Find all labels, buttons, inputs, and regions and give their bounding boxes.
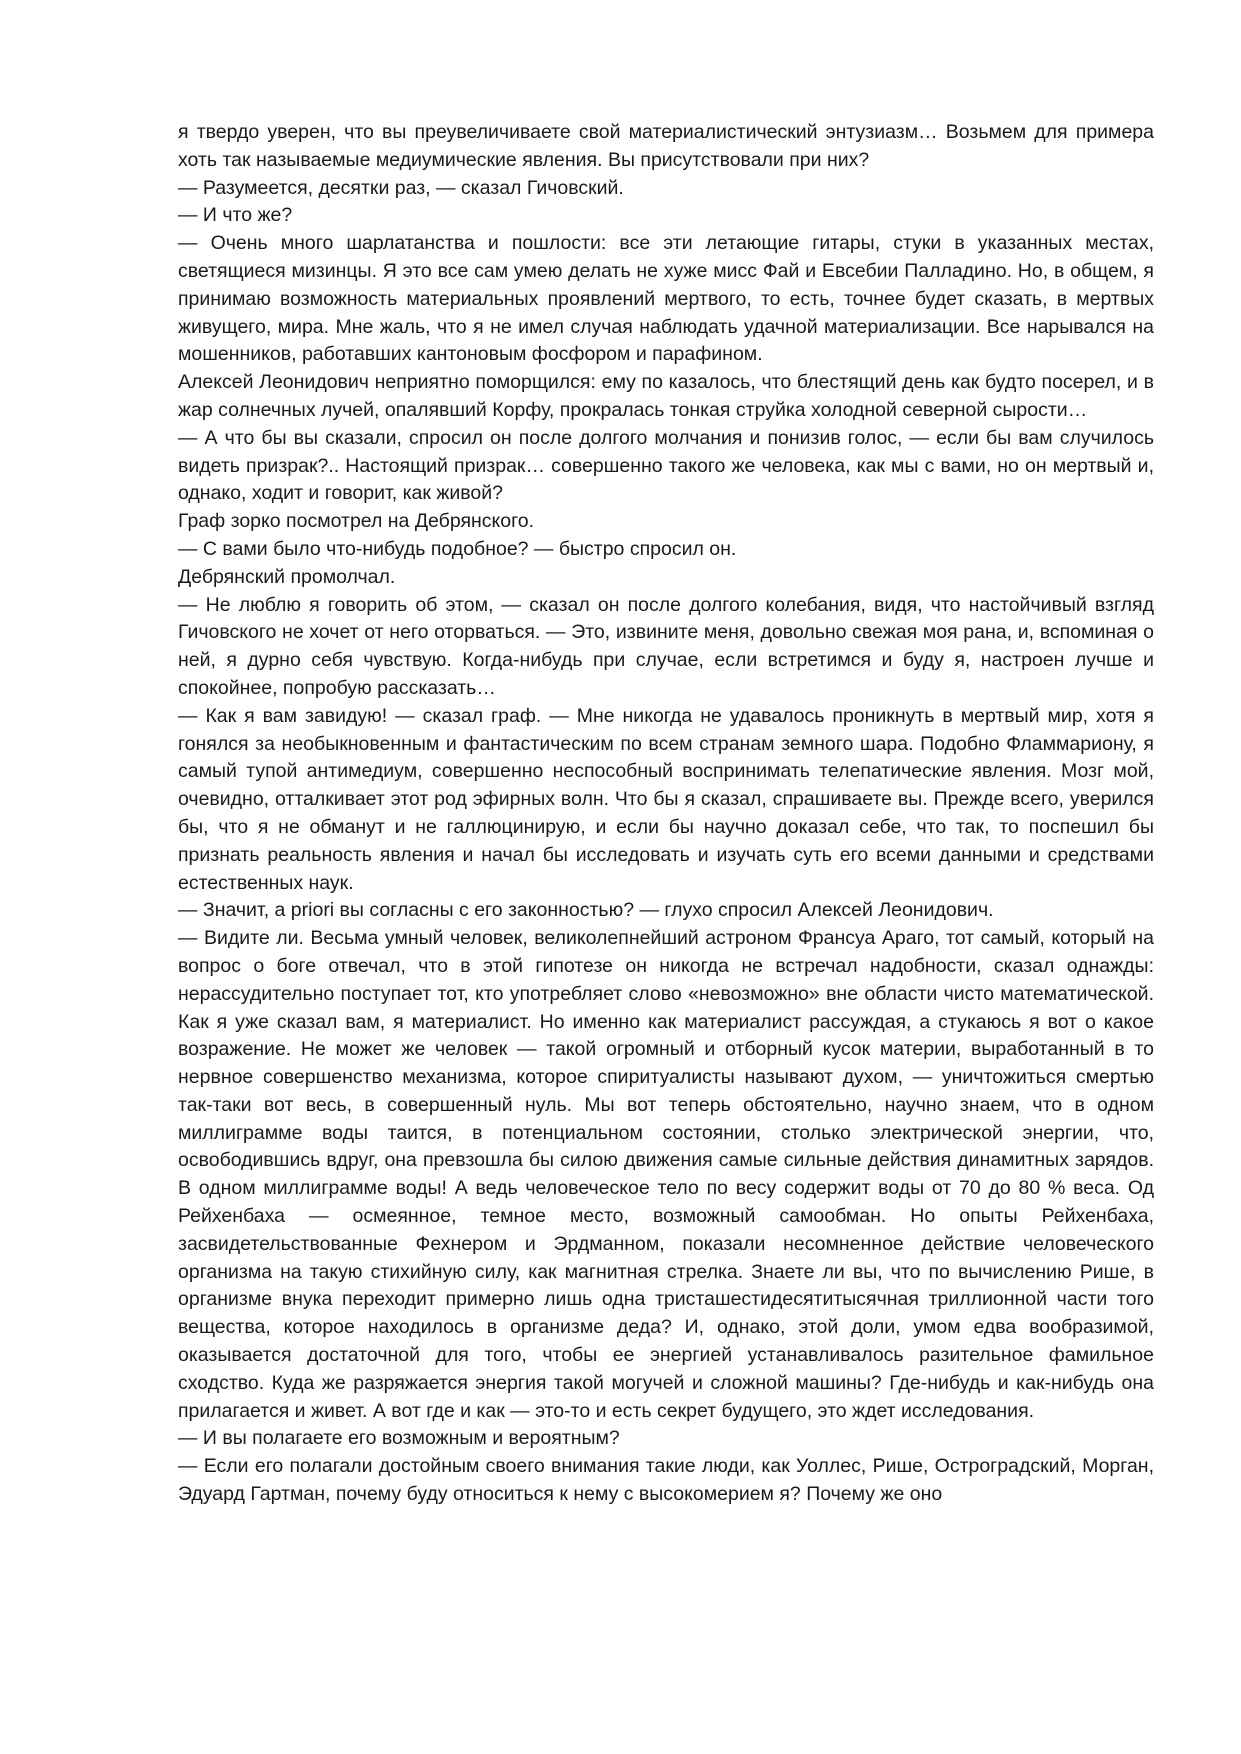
paragraph-9: Дебрянский промолчал. — [178, 565, 396, 588]
paragraph-13: — Видите ли. Весьма умный человек, великолепнейший астроном Франсуа Араго, тот самый, который на вопрос о боге отвечал, что в этой гипотезе он никогда не встречал надобности, сказал однажды: нерассудительно поступает тот, кто употребляет слово «невозможно» вне области чисто математической. Как я уже сказал вам, я материалист. Но именно как материалист рассуждая, а стукаюсь я вот о какое возражение. Не может же человек — такой огромный и отборный кусок материи, выработанный в то нервное совершенство механизма, которое спиритуалисты называют духом, — уничтожиться смертью так-таки вот весь, в совершенный нуль. Мы вот теперь обстоятельно, научно знаем, что в одном миллиграмме воды таится, в потенциальном состоянии, столько электрической энергии, что, освободившись вдруг, она превзошла бы силою движения самые сильные действия динамитных зарядов. В одном миллиграмме воды! А ведь человеческое тело по весу содержит воды от 70 до 80 % веса. Од Рейхенбаха — осмеянное, темное место, возможный самообман. Но опыты Рейхенбаха, засвидетельствованные Фехнером и Эрдманном, показали несомненное действие человеческого организма на такую стихийную силу, как магнитная стрелка. Знаете ли вы, что по вычислению Рише, в организме внука переходит примерно лишь одна тристашестидесятитысячная триллионной части того вещества, которое находилось в организме деда? И, однако, этой доли, умом едва вообразимой, оказывается достаточной для того, чтобы ее энергией устанавливалось разительное фамильное сходство. Куда же разряжается энергия такой могучей и сложной машины? Где-нибудь и как-нибудь она прилагается и живет. А вот где и как — это-то и есть секрет будущего, это ждет исследования. — [178, 927, 1154, 1422]
paragraph-4: — Очень много шарлатанства и пошлости: все эти летающие гитары, стуки в указанных местах, светящиеся мизинцы. Я это все сам умею делать не хуже мисс Фай и Евсебии Палладино. Но, в общем, я принимаю возможность материальных проявлений мертвого, то есть, точнее будет сказать, в мертвых живущего, мира. Мне жаль, что я не имел случая наблюдать удачной материализации. Все нарывался на мошенников, работавших кантоновым фосфором и парафином. — [178, 232, 1154, 366]
paragraph-14: — И вы полагаете его возможным и вероятным? — [178, 1427, 620, 1450]
paragraph-8: — С вами было что-нибудь подобное? — быстро спросил он. — [178, 537, 737, 560]
paragraph-1: я твердо уверен, что вы преувеличиваете свой материалистический энтузиазм… Возьмем для примера хоть так называемые медиумические явления. Вы присутствовали при них? — [178, 121, 1154, 171]
paragraph-10: — Не люблю я говорить об этом, — сказал он после долгого колебания, видя, что настойчивый взгляд Гичовского не хочет от него оторваться. — Это, извините меня, довольно свежая моя рана, и, вспоминая о ней, я дурно себя чувствую. Когда-нибудь при случае, если встретимся и буду я, настроен лучше и спокойнее, попробую рассказать… — [178, 593, 1154, 699]
paragraph-3: — И что же? — [178, 204, 293, 227]
paragraph-6: — А что бы вы сказали, спросил он после долгого молчания и понизив голос, — если бы вам случилось видеть призрак?.. Настоящий призрак… совершенно такого же человека, как мы с вами, но он мертвый и, однако, ходит и говорит, как живой? — [178, 426, 1154, 505]
paragraph-12: — Значит, a priori вы согласны с его законностью? — глухо спросил Алексей Леонидович. — [178, 899, 994, 922]
document-body-text — [178, 119, 1154, 1509]
paragraph-5: Алексей Леонидович неприятно поморщился: ему по казалось, что блестящий день как будто посерел, и в жар солнечных лучей, опалявший Корфу, прокралась тонкая струйка холодной северной сырости… — [178, 371, 1154, 421]
paragraph-2: — Разумеется, десятки раз, — сказал Гичовский. — [178, 176, 624, 199]
paragraph-15: — Если его полагали достойным своего внимания такие люди, как Уоллес, Рише, Остроградский, Морган, Эдуард Гартман, почему буду относиться к нему с высокомерием я? Почему же оно — [178, 1455, 1154, 1506]
paragraph-11: — Как я вам завидую! — сказал граф. — Мне никогда не удавалось проникнуть в мертвый мир, хотя я гонялся за необыкновенным и фантастическим по всем странам земного шара. Подобно Фламмариону, я самый тупой антимедиум, совершенно неспособный воспринимать телепатические явления. Мозг мой, очевидно, отталкивает этот род эфирных волн. Что бы я сказал, спрашиваете вы. Прежде всего, уверился бы, что я не обманут и не галлюцинирую, и если бы научно доказал себе, что так, то поспешил бы признать реальность явления и начал бы исследовать и изучать суть его всеми данными и средствами естественных наук. — [178, 704, 1154, 894]
paragraph-7: Граф зорко посмотрел на Дебрянского. — [178, 510, 535, 533]
